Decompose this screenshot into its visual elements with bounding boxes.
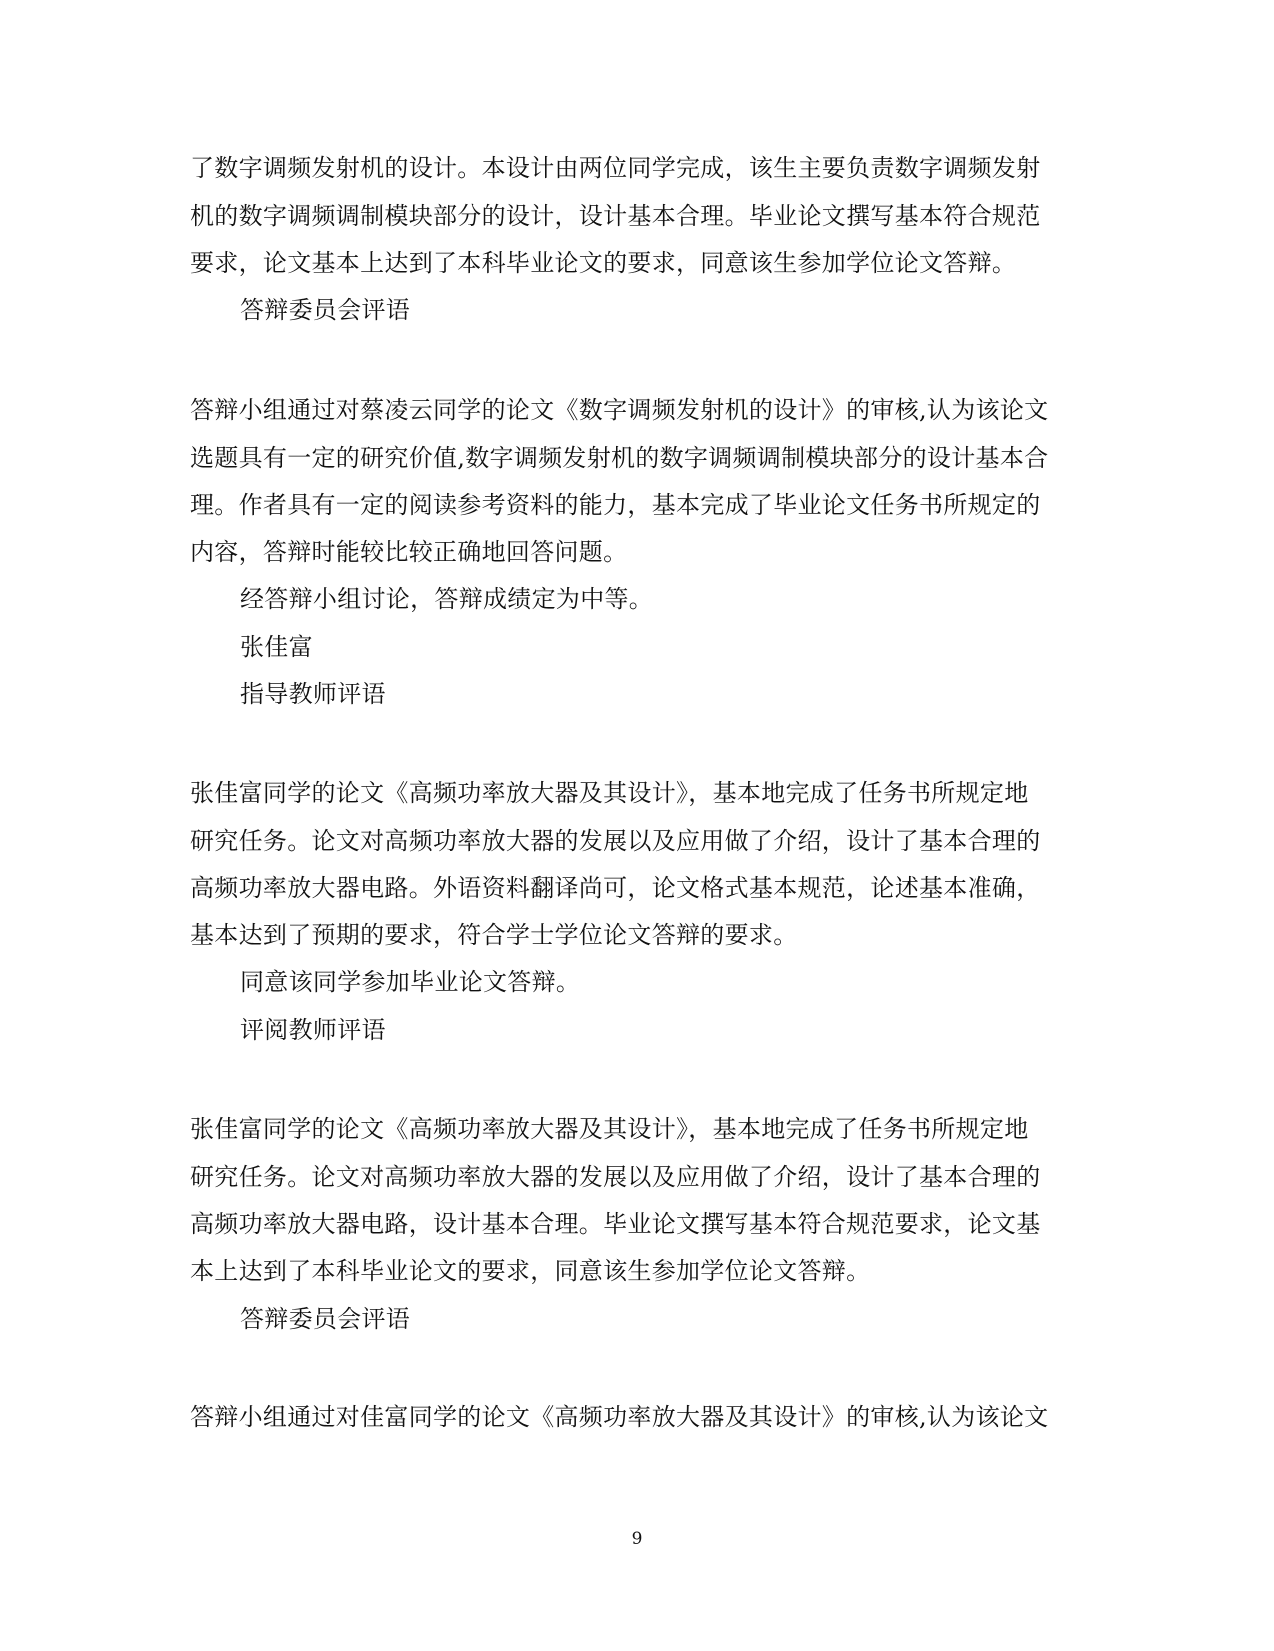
- text-line: 张佳富同学的论文《高频功率放大器及其设计》，基本地完成了任务书所规定地: [190, 1115, 1029, 1143]
- text-line: 高频功率放大器电路，设计基本合理。毕业论文撰写基本符合规范要求，论文基: [190, 1210, 1041, 1238]
- text-line: 答辩小组通过对佳富同学的论文《高频功率放大器及其设计》的审核,认为该论文: [190, 1403, 1049, 1431]
- page-number: 9: [631, 1529, 643, 1549]
- text-line: 张佳富同学的论文《高频功率放大器及其设计》，基本地完成了任务书所规定地: [190, 779, 1029, 807]
- text-line: 研究任务。论文对高频功率放大器的发展以及应用做了介绍，设计了基本合理的: [190, 1163, 1041, 1191]
- section-heading: 指导教师评语: [240, 680, 386, 708]
- text-line: 本上达到了本科毕业论文的要求，同意该生参加学位论文答辩。: [190, 1257, 871, 1285]
- text-line: 答辩小组通过对蔡凌云同学的论文《数字调频发射机的设计》的审核,认为该论文: [190, 396, 1049, 424]
- signature-name: 张佳富: [240, 633, 313, 661]
- text-line: 内容，答辩时能较比较正确地回答问题。: [190, 538, 628, 566]
- text-line: 经答辩小组讨论，答辩成绩定为中等。: [240, 585, 654, 613]
- section-heading: 评阅教师评语: [240, 1016, 386, 1044]
- text-line: 理。作者具有一定的阅读参考资料的能力，基本完成了毕业论文任务书所规定的: [190, 491, 1041, 519]
- text-line: 研究任务。论文对高频功率放大器的发展以及应用做了介绍，设计了基本合理的: [190, 827, 1041, 855]
- section-heading: 答辩委员会评语: [240, 1305, 411, 1333]
- text-line: 要求，论文基本上达到了本科毕业论文的要求，同意该生参加学位论文答辩。: [190, 249, 1017, 277]
- text-line: 选题具有一定的研究价值,数字调频发射机的数字调频调制模块部分的设计基本合: [190, 444, 1049, 472]
- section-heading: 答辩委员会评语: [240, 296, 411, 324]
- text-line: 同意该同学参加毕业论文答辩。: [240, 968, 581, 996]
- text-line: 了数字调频发射机的设计。本设计由两位同学完成，该生主要负责数字调频发射: [190, 154, 1041, 182]
- text-line: 机的数字调频调制模块部分的设计，设计基本合理。毕业论文撰写基本符合规范: [190, 202, 1041, 230]
- text-line: 基本达到了预期的要求，符合学士学位论文答辩的要求。: [190, 921, 798, 949]
- text-line: 高频功率放大器电路。外语资料翻译尚可，论文格式基本规范，论述基本准确，: [190, 874, 1041, 902]
